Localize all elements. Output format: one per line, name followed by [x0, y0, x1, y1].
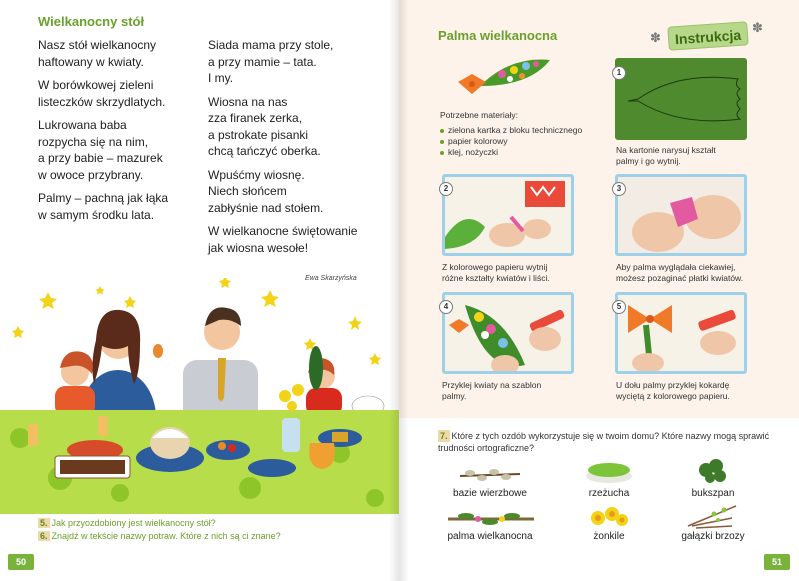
paw-icon: ✽ [752, 20, 763, 35]
step-number-3: 3 [612, 182, 626, 196]
question-text: Jak przyozdobiony jest wielkanocny stół? [51, 518, 216, 528]
poem-column-1 [38, 37, 203, 230]
step-3-photo [615, 174, 747, 256]
stanza: Nasz stół wielkanocny haftowany w kwiaty. [38, 38, 157, 69]
birch-twigs-image [684, 502, 740, 530]
word-bazie-wierzbowe: bazie wierzbowe [453, 488, 527, 499]
step-4-text: Przyklej kwiaty na szablon palmy. [442, 380, 542, 401]
stanza: Palmy – pachną jak łąka w samym środku lata. [38, 191, 169, 222]
question-number: 7. [440, 431, 448, 441]
step-5-text: U dołu palmy przyklej kokardę wyciętą z kolorowego papieru. [616, 380, 730, 401]
left-page [0, 0, 399, 581]
step-number-4: 4 [439, 300, 453, 314]
materials-title: Potrzebne materiały: [440, 110, 518, 120]
folding-petals-image [618, 177, 747, 256]
craft-title: Palma wielkanocna [438, 28, 558, 43]
poem-title: Wielkanocny stół [38, 14, 145, 29]
question-text: Które z tych ozdób wykorzystuje się w twoim domu? Które nazwy mogą sprawić trudności ortograficzne? [438, 431, 770, 453]
page-number-left: 50 [8, 554, 34, 570]
stanza: W wielkanocne świętowanie jak wiosna wesołe! [208, 224, 358, 255]
palm-outline-drawing [618, 61, 747, 140]
question-7 [438, 430, 778, 454]
book-gutter [389, 0, 409, 581]
question-number: 6. [40, 531, 48, 541]
cress-image [584, 458, 634, 484]
question-6 [38, 531, 281, 541]
cutting-paper-image [445, 177, 574, 256]
question-number: 5. [40, 518, 48, 528]
word-zonkile: żonkile [593, 531, 625, 542]
material-item: klej, nożyczki [440, 147, 610, 158]
instruction-badge: Instrukcja [667, 21, 748, 51]
stanza: Lukrowana baba rozpycha się na nim, a przy babie – mazurek w owoce przybrany. [38, 118, 163, 182]
easter-table-illustration [0, 278, 399, 514]
word-rzezucha: rzeżucha [588, 488, 630, 499]
catkins-image [458, 464, 522, 486]
word-galazki-brzozy: gałązki brzozy [681, 531, 745, 542]
paw-icon: ✽ [650, 30, 661, 45]
step-4-photo [442, 292, 574, 374]
step-3-text: Aby palma wyglądała ciekawiej, możesz pozaginać płatki kwiatów. [616, 262, 744, 283]
word-bukszpan: bukszpan [691, 488, 735, 499]
stanza: Wiosna na nas zza firanek zerka, a pstrokate pisanki chcą tańczyć oberka. [208, 94, 321, 158]
boxwood-image [692, 456, 734, 486]
stanza: Siada mama przy stole, a przy mamie – tata. I my. [208, 38, 334, 85]
finished-palm-image [452, 52, 552, 102]
question-text: Znajdź w tekście nazwy potraw. Które z nich są ci znane? [51, 531, 281, 541]
step-1-text: Na kartonie narysuj kształt palmy i go wytnij. [616, 145, 716, 166]
step-2-photo [442, 174, 574, 256]
word-palma-wielkanocna: palma wielkanocna [447, 531, 533, 542]
daffodils-image [586, 504, 632, 530]
step-5-photo [615, 292, 747, 374]
step-1-photo [615, 58, 747, 140]
question-5 [38, 518, 216, 528]
poem-author: Ewa Skarżyńska [305, 275, 357, 282]
page-number-right: 51 [764, 554, 790, 570]
material-item: zielona kartka z bloku technicznego [440, 125, 610, 136]
step-2-text: Z kolorowego papieru wytnij różne kształty kwiatów i liści. [442, 262, 550, 283]
poem-column-2 [208, 37, 388, 263]
step-number-2: 2 [439, 182, 453, 196]
step-number-1: 1 [612, 66, 626, 80]
gluing-bow-image [618, 295, 747, 374]
materials-section [440, 110, 610, 158]
easter-palm-image [446, 510, 536, 528]
stanza: W borówkowej zieleni listeczków skrzydlatych. [38, 78, 166, 109]
step-number-5: 5 [612, 300, 626, 314]
gluing-flowers-image [445, 295, 574, 374]
material-item: papier kolorowy [440, 136, 610, 147]
materials-list [440, 125, 610, 158]
stanza: Wpuśćmy wiosnę. Niech słońcem zabłyśnie nad stołem. [208, 167, 324, 215]
